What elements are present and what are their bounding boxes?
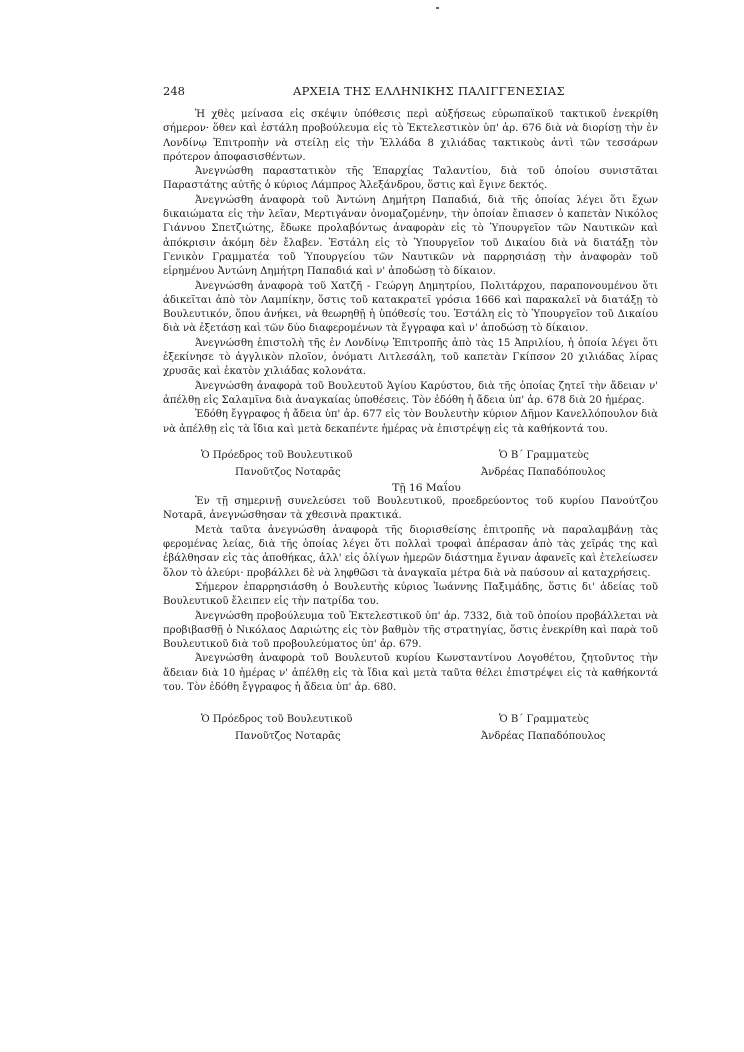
date-heading: Τῇ 16 Μαΐου (392, 481, 461, 494)
paragraph: Μετὰ ταῦτα ἀνεγνώσθη ἀναφορὰ τῆς διορισθείσης ἐπιτροπῆς νὰ παραλαμβάνῃ τὰς φερομένας λείας, διὰ τῆς ὁποίας λέγει ὅτι πολλαὶ τροφαὶ ἀπέρασαν ἀπὸ τὰς χεῖράς της καὶ ἐβάλθησαν εἰς τὰς ἀποθήκας, ἀλλ' εἰς ὀλίγων ἡμερῶν διάστημα ἔγιναν ἀφανεῖς καὶ ἐτελείωσεν ὅλον τὸ ἀλεύρι· προβάλλει δὲ νὰ ληφθῶσι τὰ ἀναγκαῖα μέτρα διὰ νὰ παύσουν αἱ καταχρήσεις. (163, 524, 658, 579)
paragraph: Ἀνεγνώσθη προβούλευμα τοῦ Ἐκτελεστικοῦ ὑπ' ἀρ. 7332, διὰ τοῦ ὁποίου προβάλλεται νὰ προβιβασθῇ ὁ Νικόλαος Δαριώτης εἰς τὸν βαθμὸν τῆς στρατηγίας, ὅστις ἐνεκρίθη καὶ παρὰ τοῦ Βουλευτικοῦ διὰ τοῦ προβουλεύματος ὑπ' ἀρ. 679. (163, 610, 658, 651)
president-name: Πανοῦτζος Νοταρᾶς (235, 466, 341, 478)
page-number: 248 (163, 84, 185, 98)
paragraph: Ἀνεγνώσθη ἐπιστολὴ τῆς ἐν Λονδίνῳ Ἐπιτροπῆς ἀπὸ τὰς 15 Ἀπριλίου, ἡ ὁποία λέγει ὅτι ἐξεκίνησε τὸ ἀγγλικὸν πλοῖον, ὀνόματι Λιτλεσάλη, τοῦ καπετὰν Γκίπσον 20 χιλιάδας λίρας χρυσᾶς καὶ ἑκατὸν χιλιάδας κολονάτα. (163, 337, 658, 378)
president-signature (201, 711, 352, 745)
secretary-title: Ὁ Β΄ Γραμματεὺς (499, 449, 589, 461)
president-name: Πανοῦτζος Νοταρᾶς (235, 731, 341, 743)
secretary-name: Ἀνδρέας Παπαδόπουλος (481, 731, 606, 743)
secretary-signature (481, 711, 606, 745)
scan-speck (436, 7, 439, 9)
page-header (163, 84, 658, 98)
running-title: ΑΡΧΕΙΑ ΤΗΣ ΕΛΛΗΝΙΚΗΣ ΠΑΛΙΓΓΕΝΕΣΙΑΣ (293, 84, 565, 98)
president-signature (201, 447, 352, 481)
paragraph: Ἀνεγνώσθη ἀναφορὰ τοῦ Ἀντώνη Δημήτρη Παπαδιά, διὰ τῆς ὁποίας λέγει ὅτι ἔχων δικαιώματα εἰς τὴν λεῖαν, Μερτιγάναν ὀνομαζομένην, τὴν ὁποίαν ἔπιασεν ὁ καπετὰν Νικόλος Γιάννου Σπετζιώτης, ἔδωκε προλαβόντως ἀναφορὰν εἰς τὸ Ὑπουργεῖον τῶν Ναυτικῶν καὶ ἀπόκρισιν ἀκόμη δὲν ἔλαβεν. Ἐστάλη εἰς τὸ Ὑπουργεῖον τοῦ Δικαίου διὰ νὰ διατάξῃ τὸν Γενικὸν Γραμματέα τοῦ Ὑπουργείου τῶν Ναυτικῶν νὰ παρρησιάσῃ τὴν ἀναφορὰν τοῦ εἰρημένου Ἀντώνη Δημήτρη Παπαδιά καὶ ν' ἀποδώσῃ τὸ δίκαιον. (163, 194, 658, 278)
paragraph: Σήμερον ἐπαρρησιάσθη ὁ Βουλευτὴς κύριος Ἰωάννης Παξιμάδης, ὅστις δι' ἀδείας τοῦ Βουλευτικοῦ ἔλειπεν εἰς τὴν πατρίδα του. (163, 581, 658, 608)
paragraph: Ἀνεγνώσθη ἀναφορὰ τοῦ Βουλευτοῦ κυρίου Κωνσταντίνου Λογοθέτου, ζητοῦντος τὴν ἄδειαν διὰ 10 ἡμέρας ν' ἀπέλθῃ εἰς τὰ ἴδια καὶ μετὰ ταῦτα θέλει ἐπιστρέψει εἰς τὰ καθήκοντά του. Τὸν ἐδόθη ἔγγραφος ἡ ἄδεια ὑπ' ἀρ. 680. (163, 653, 658, 693)
page-body (163, 108, 658, 745)
signature-block-2 (163, 711, 658, 745)
president-title: Ὁ Πρόεδρος τοῦ Βουλευτικοῦ (201, 714, 353, 726)
paragraph: Ἀνεγνώσθη παραστατικὸν τῆς Ἐπαρχίας Ταλαντίου, διὰ τοῦ ὁποίου συνιστᾶται Παραστάτης αὐτῆς ὁ κύριος Λάμπρος Ἀλεξάνδρου, ὅστις καὶ ἔγινε δεκτός. (163, 166, 658, 192)
paragraph: Ἀνεγνώσθη ἀναφορὰ τοῦ Χατζῆ - Γεώργη Δημητρίου, Πολιτάρχου, παραπονουμένου ὅτι ἀδικεῖται ἀπὸ τὸν Λαμπίκην, ὅστις τοῦ κατακρατεῖ γρόσια 1666 καὶ παρακαλεῖ νὰ διατάξῃ τὸ Βουλευτικόν, ὅπου ἀνήκει, νὰ θεωρηθῇ ἡ ὑπόθεσίς του. Ἐστάλη εἰς τὸ Ὑπουργεῖον τοῦ Δικαίου διὰ νὰ ἐξετάσῃ καὶ τῶν δύο διαφερομένων τὰ ἔγγραφα καὶ ν' ἀποδώσῃ τὸ δίκαιον. (163, 280, 658, 335)
paragraph: Ἐδόθη ἔγγραφος ἡ ἄδεια ὑπ' ἀρ. 677 εἰς τὸν Βουλευτὴν κύριον Δῆμον Κανελλόπουλον διὰ νὰ ἀπέλθῃ εἰς τὰ ἴδια καὶ μετὰ δεκαπέντε ἡμέρας νὰ ἐπιστρέψῃ εἰς τὰ καθήκοντά του. (163, 409, 658, 435)
paragraph: Ἐν τῇ σημερινῇ συνελεύσει τοῦ Βουλευτικοῦ, προεδρεύοντος τοῦ κυρίου Πανούτζου Νοταρᾶ, ἀνεγνώσθησαν τὰ χθεσινὰ πρακτικά. (163, 496, 658, 522)
secretary-signature (481, 447, 606, 481)
paragraph: Ἡ χθὲς μείνασα εἰς σκέψιν ὑπόθεσις περὶ αὐξήσεως εὐρωπαϊκοῦ τακτικοῦ ἐνεκρίθη σήμερον· ὅθεν καὶ ἐστάλη προβούλευμα εἰς τὸ Ἐκτελεστικὸν ὑπ' ἀρ. 676 διὰ νὰ διορίσῃ τὴν ἐν Λονδίνῳ Ἐπιτροπὴν νὰ στείλῃ εἰς τὴν Ἑλλάδα 8 χιλιάδας τακτικοὺς ἀντὶ τῶν τεσσάρων πρότερον ἀποφασισθέντων. (163, 109, 658, 163)
secretary-name: Ἀνδρέας Παπαδόπουλος (481, 466, 606, 478)
paragraph: Ἀνεγνώσθη ἀναφορὰ τοῦ Βουλευτοῦ Ἁγίου Καρύστου, διὰ τῆς ὁποίας ζητεῖ τὴν ἄδειαν ν' ἀπέλθῃ εἰς Σαλαμῖνα διὰ ἀναγκαίας ὑποθέσεις. Τὸν ἐδόθη ἡ ἄδεια ὑπ' ἀρ. 678 διὰ 20 ἡμέρας. (163, 380, 658, 406)
signature-block-1 (163, 447, 658, 481)
president-title: Ὁ Πρόεδρος τοῦ Βουλευτικοῦ (201, 449, 353, 461)
secretary-title: Ὁ Β΄ Γραμματεὺς (499, 714, 589, 726)
